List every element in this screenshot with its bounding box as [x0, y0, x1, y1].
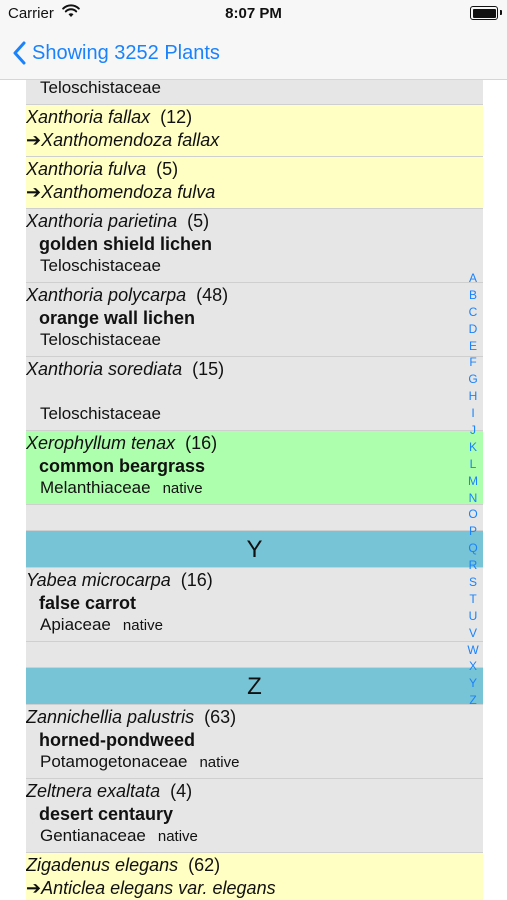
scientific-name: Xanthoria sorediata (15) [26, 359, 225, 379]
index-letter-c[interactable]: C [468, 304, 478, 319]
scientific-name: Zeltnera exaltata (4) [26, 781, 193, 801]
index-letter-z[interactable]: Z [469, 693, 477, 708]
index-letter-o[interactable]: O [468, 507, 478, 522]
common-name: common beargrass [39, 456, 206, 476]
index-letter-i[interactable]: I [471, 406, 475, 421]
navigation-bar [0, 28, 507, 80]
scientific-name: Zigadenus elegans (62) [26, 855, 221, 875]
accepted-name-link[interactable]: ➔Anticlea elegans var. elegans [26, 878, 276, 898]
index-letter-g[interactable]: G [468, 372, 478, 387]
native-status: native [199, 754, 240, 771]
index-letter-n[interactable]: N [468, 490, 478, 505]
battery-icon [470, 6, 498, 20]
family-name: Apiaceae native [40, 615, 163, 634]
index-letter-t[interactable]: T [469, 591, 477, 606]
back-button[interactable] [12, 37, 220, 69]
section-spacer [26, 642, 483, 668]
index-letter-p[interactable]: P [468, 524, 477, 539]
index-letter-j[interactable]: J [470, 423, 476, 438]
scientific-name: Xerophyllum tenax (16) [26, 433, 218, 453]
index-letter-h[interactable]: H [468, 389, 478, 404]
common-name: orange wall lichen [39, 308, 196, 328]
back-button-label: Showing 3252 Plants [32, 41, 220, 64]
list-item[interactable] [26, 283, 483, 357]
index-letter-y[interactable]: Y [468, 676, 477, 691]
native-status: native [157, 828, 198, 845]
alphabet-index[interactable] [466, 270, 480, 709]
common-name: golden shield lichen [39, 234, 213, 254]
section-spacer [26, 505, 483, 531]
list-item[interactable] [26, 568, 483, 642]
family-name: Melanthiaceae native [40, 478, 203, 497]
list-item[interactable] [26, 105, 483, 157]
accepted-name-link[interactable]: ➔Xanthomendoza fallax [26, 130, 220, 150]
family-name: Potamogetonaceae native [40, 752, 240, 771]
scientific-name: Yabea microcarpa (16) [26, 570, 213, 590]
index-letter-a[interactable]: A [468, 271, 477, 285]
index-letter-m[interactable]: M [468, 473, 478, 488]
index-letter-w[interactable]: W [467, 642, 479, 657]
family-name: Teloschistaceae [40, 80, 161, 97]
accepted-name-link[interactable]: ➔Xanthomendoza fulva [26, 182, 216, 202]
index-letter-v[interactable]: V [468, 625, 477, 640]
list-item[interactable] [26, 357, 483, 431]
list-item[interactable] [26, 705, 483, 779]
index-letter-s[interactable]: S [468, 575, 477, 590]
native-status: native [122, 617, 163, 634]
carrier-label: Carrier [8, 5, 54, 22]
native-status: native [162, 480, 203, 497]
scientific-name: Xanthoria polycarpa (48) [26, 285, 229, 305]
list-item[interactable] [26, 779, 483, 853]
family-name: Teloschistaceae [40, 404, 161, 423]
section-header-z: Z [26, 668, 483, 705]
index-letter-u[interactable]: U [468, 608, 478, 623]
scientific-name: Xanthoria parietina (5) [26, 211, 210, 231]
index-letter-l[interactable]: L [469, 456, 477, 471]
family-name: Gentianaceae native [40, 826, 198, 845]
clock: 8:07 PM [225, 5, 282, 22]
family-name: Teloschistaceae [40, 330, 161, 349]
common-name: desert centaury [39, 804, 174, 824]
common-name: false carrot [39, 593, 137, 613]
status-bar [0, 0, 507, 28]
common-name: horned-pondweed [39, 730, 195, 750]
plant-list[interactable] [26, 80, 483, 900]
list-item[interactable] [26, 80, 483, 105]
index-letter-x[interactable]: X [468, 659, 477, 674]
list-item[interactable] [26, 853, 483, 900]
index-letter-f[interactable]: F [469, 355, 477, 370]
scientific-name: Xanthoria fulva (5) [26, 159, 179, 179]
index-letter-r[interactable]: R [468, 558, 478, 573]
index-letter-e[interactable]: E [468, 338, 477, 353]
index-letter-b[interactable]: B [468, 287, 477, 302]
list-item[interactable] [26, 209, 483, 283]
chevron-left-icon [12, 41, 26, 65]
family-name: Teloschistaceae [40, 256, 161, 275]
index-letter-q[interactable]: Q [468, 541, 478, 556]
section-header-y: Y [26, 531, 483, 568]
index-letter-d[interactable]: D [468, 321, 478, 336]
list-item[interactable] [26, 431, 483, 505]
index-letter-k[interactable]: K [468, 439, 477, 454]
scientific-name: Zannichellia palustris (63) [26, 707, 237, 727]
list-item[interactable] [26, 157, 483, 209]
scientific-name: Xanthoria fallax (12) [26, 107, 193, 127]
